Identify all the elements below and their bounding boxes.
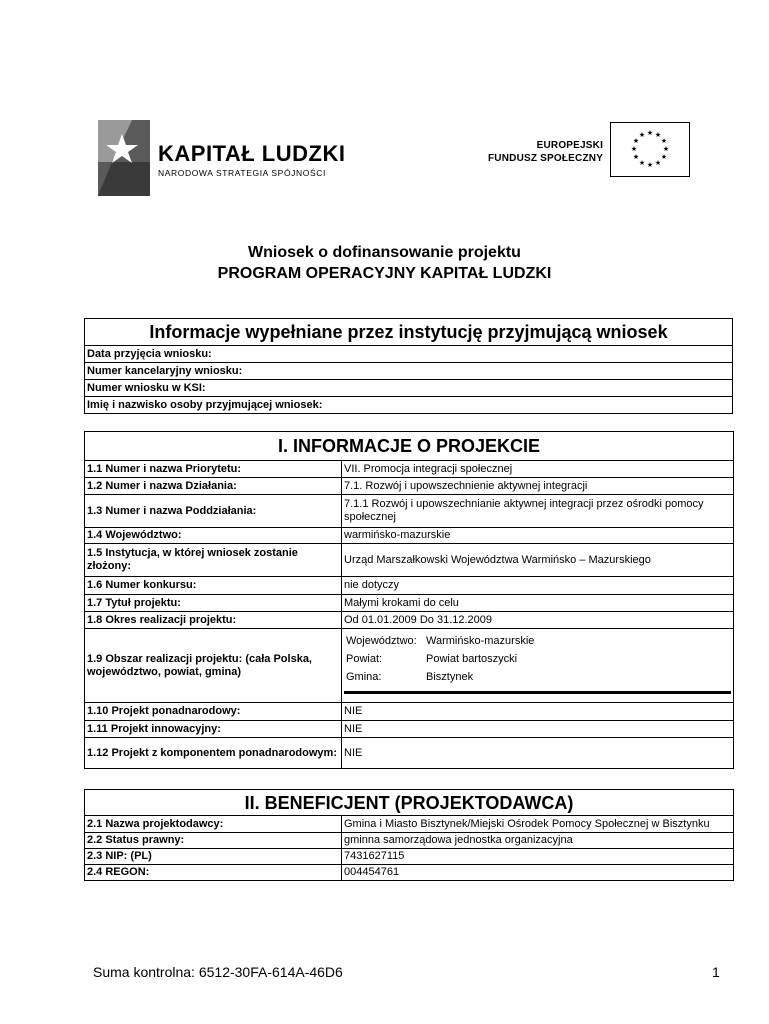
- project-title-label: 1.7 Tytuł projektu:: [85, 595, 342, 612]
- efs-logo-text: [488, 139, 603, 165]
- svg-text:★: ★: [654, 131, 662, 139]
- svg-text:★: ★: [638, 159, 646, 167]
- project-title-value: Małymi krokami do celu: [342, 595, 734, 612]
- efs-line-2: FUNDUSZ SPOŁECZNY: [488, 153, 604, 164]
- kapital-ludzki-logo-text: [158, 142, 345, 178]
- transnational-label: 1.10 Projekt ponadnarodowy:: [85, 703, 342, 721]
- svg-text:★: ★: [646, 129, 654, 137]
- beneficiary-table: [84, 789, 734, 881]
- area-county-key: Powiat:: [346, 652, 383, 665]
- intake-info-table: [84, 318, 733, 414]
- area-county-row: [346, 653, 517, 666]
- nip-value: 7431627115: [342, 849, 734, 865]
- area-voivodeship-row: [346, 635, 534, 648]
- competition-number-value: nie dotyczy: [342, 577, 734, 595]
- project-heading: I. INFORMACJE O PROJEKCIE: [85, 432, 734, 461]
- institution-value: Urząd Marszałkowski Województwa Warmińsko – Mazurskiego: [342, 544, 734, 577]
- area-commune-value: Bisztynek: [426, 670, 474, 683]
- area-county-value: Powiat bartoszycki: [426, 652, 518, 665]
- innovative-value: NIE: [342, 721, 734, 738]
- intake-row-ksi-number: Numer wniosku w KSI:: [85, 380, 733, 397]
- applicant-name-label: 2.1 Nazwa projektodawcy:: [85, 816, 342, 833]
- intake-row-receiver-name: Imię i nazwisko osoby przyjmującej wniosek:: [85, 397, 733, 414]
- area-voivodeship-key: Województwo:: [346, 634, 417, 647]
- svg-text:★: ★: [660, 153, 668, 161]
- implementation-period-value: Od 01.01.2009 Do 31.12.2009: [342, 612, 734, 629]
- nip-label: 2.3 NIP: (PL): [85, 849, 342, 865]
- submeasure-value: 7.1.1 Rozwój i upowszechnianie aktywnej integracji przez ośrodki pomocy społecznej: [342, 495, 734, 528]
- voivodeship-label: 1.4 Województwo:: [85, 528, 342, 544]
- svg-text:★: ★: [632, 153, 640, 161]
- transnational-component-value: NIE: [342, 738, 734, 769]
- intake-row-date: Data przyjęcia wniosku:: [85, 346, 733, 363]
- institution-label: 1.5 Instytucja, w której wniosek zostanie złożony:: [85, 544, 342, 577]
- area-underline: [344, 691, 731, 694]
- transnational-value: NIE: [342, 703, 734, 721]
- area-label: 1.9 Obszar realizacji projektu: (cała Polska, województwo, powiat, gmina): [85, 629, 342, 703]
- transnational-component-label: 1.12 Projekt z komponentem ponadnarodowym:: [85, 738, 342, 769]
- document-title-line-1: Wniosek o dofinansowanie projektu: [248, 244, 521, 261]
- project-info-table: [84, 431, 734, 769]
- area-voivodeship-value: Warmińsko-mazurskie: [426, 634, 535, 647]
- measure-value: 7.1. Rozwój i upowszechnienie aktywnej integracji: [342, 478, 734, 495]
- eu-flag-icon: [610, 122, 690, 177]
- area-commune-row: [346, 671, 473, 684]
- svg-text:★: ★: [632, 137, 640, 145]
- svg-text:★: ★: [646, 161, 654, 169]
- legal-status-value: gminna samorządowa jednostka organizacyjna: [342, 833, 734, 849]
- legal-status-label: 2.2 Status prawny:: [85, 833, 342, 849]
- checksum-footer: Suma kontrolna: 6512-30FA-614A-46D6: [93, 964, 343, 980]
- page-number: 1: [712, 964, 720, 980]
- svg-text:★: ★: [654, 159, 662, 167]
- area-details: [342, 629, 734, 703]
- intake-row-office-number: Numer kancelaryjny wniosku:: [85, 363, 733, 380]
- priority-value: VII. Promocja integracji społecznej: [342, 461, 734, 478]
- area-commune-key: Gmina:: [346, 670, 382, 683]
- logo-title: KAPITAŁ LUDZKI: [158, 141, 346, 166]
- svg-text:★: ★: [630, 145, 638, 153]
- regon-value: 004454761: [342, 865, 734, 881]
- measure-label: 1.2 Numer i nazwa Działania:: [85, 478, 342, 495]
- logo-subtitle: NARODOWA STRATEGIA SPÓJNOŚCI: [158, 168, 326, 178]
- svg-text:★: ★: [638, 131, 646, 139]
- beneficiary-heading: II. BENEFICJENT (PROJEKTODAWCA): [85, 790, 734, 816]
- regon-label: 2.4 REGON:: [85, 865, 342, 881]
- innovative-label: 1.11 Projekt innowacyjny:: [85, 721, 342, 738]
- implementation-period-label: 1.8 Okres realizacji projektu:: [85, 612, 342, 629]
- svg-text:★: ★: [662, 145, 670, 153]
- intake-heading: Informacje wypełniane przez instytucję przyjmującą wniosek: [85, 319, 733, 346]
- svg-text:★: ★: [660, 137, 668, 145]
- competition-number-label: 1.6 Numer konkursu:: [85, 577, 342, 595]
- voivodeship-value: warmińsko-mazurskie: [342, 528, 734, 544]
- efs-line-1: EUROPEJSKI: [536, 140, 604, 151]
- submeasure-label: 1.3 Numer i nazwa Poddziałania:: [85, 495, 342, 528]
- priority-label: 1.1 Numer i nazwa Priorytetu:: [85, 461, 342, 478]
- document-title-line-2: PROGRAM OPERACYJNY KAPITAŁ LUDZKI: [217, 265, 552, 282]
- applicant-name-value: Gmina i Miasto Bisztynek/Miejski Ośrodek Pomocy Społecznej w Bisztynku: [342, 816, 734, 833]
